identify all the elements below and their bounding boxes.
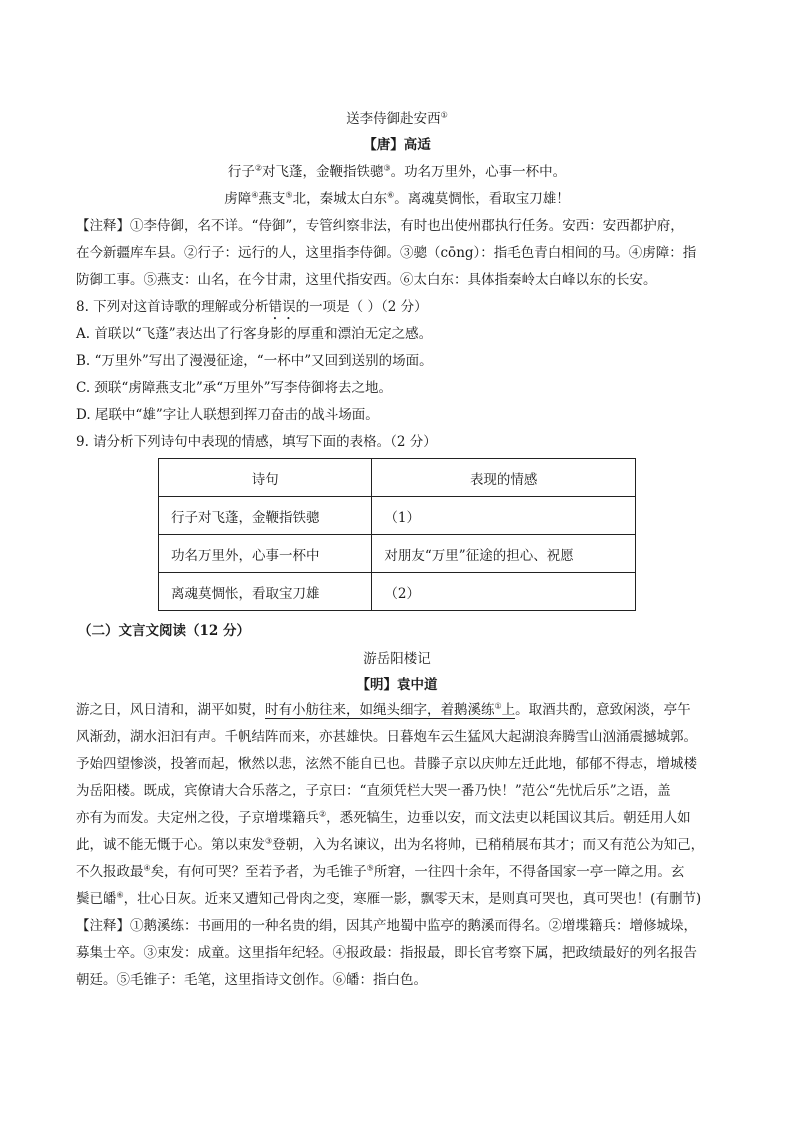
q9-stem: 9. 请分析下列诗句中表现的情感，填写下面的表格。（2 分） (76, 434, 437, 450)
table-header-cell: 表现的情感 (372, 459, 636, 497)
prose-line-5: 亦有为而发。夫定州之役，子京增堞籍兵②，悉死犒生，边垂以安，而文法吏以耗国议其后。朝廷用人如 (76, 809, 691, 826)
table-cell: 功名万里外，心事一杯中 (159, 535, 372, 573)
emotion-table (158, 458, 636, 611)
section-heading: （二）文言文阅读（12 分） (78, 623, 250, 639)
prose-line-2: 风渐劲，湖水汩汩有声。千帆结阵而来，亦甚雄快。日暮炮车云生猛风大起湖浪奔腾雪山汹涌震撼城郭。 (76, 729, 697, 745)
table-cell: （2） (372, 573, 636, 611)
q8-option-b: B. “万里外”写出了漫漫征途，“一杯中”又回到送别的场面。 (76, 353, 433, 369)
table-cell: 对朋友“万里”征途的担心、祝愿 (372, 535, 636, 573)
q8-stem: 8. 下列对这首诗歌的理解或分析错误的一项是（ ）（2 分） (76, 299, 428, 315)
poem-notes-line-2: 在今新疆库车县。②行子：远行的人，这里指李侍御。③骢（cōng）：指毛色青白相间的马。④虏障：指 (76, 245, 697, 261)
table-cell: 离魂莫惆怅，看取宝刀雄 (159, 573, 372, 611)
poem-line-1: 行子②对飞蓬，金鞭指铁骢③。功名万里外，心事一杯中。 (227, 163, 567, 180)
prose-line-7: 不久报政最④矣，有何可哭？至若予者，为毛锥子⑤所窘，一往四十余年，不得备国家一亭一障之用。玄 (76, 863, 685, 880)
poem-notes-line-3: 防御工事。⑤燕支：山名，在今甘肃，这里代指安西。⑥太白东：具体指秦岭太白峰以东的长安。 (76, 272, 657, 288)
table-row (159, 573, 636, 611)
prose-author: 【明】袁中道 (356, 677, 438, 693)
poem-line-2: 虏障④燕支⑤北，秦城太白东⑥。离魂莫惆怅，看取宝刀雄！ (224, 190, 570, 207)
prose-line-6: 此，诚不能无慨于心。第以束发③登朝，入为名谏议，出为名将帅，已稍稍展布其才；而又有范公为知己， (76, 836, 705, 853)
q8-option-d: D. 尾联中“雄”字让人联想到挥刀奋击的战斗场面。 (76, 407, 379, 423)
poem-notes-line-1: 【注释】①李侍御，名不详。“侍御”，专管纠察非法，有时也出使州郡执行任务。安西：安西都护府， (76, 218, 684, 234)
poem-author: 【唐】高适 (363, 137, 431, 153)
q8-option-a: A. 首联以“飞蓬”表达出了行客身影的厚重和漂泊无定之感。 (76, 326, 433, 342)
table-header-row (159, 459, 636, 497)
prose-notes-line-1: 【注释】①鹅溪练：书画用的一种名贵的绢，因其产地蜀中监亭的鹅溪而得名。②增堞籍兵：增修城垛， (76, 918, 697, 934)
table-header-cell: 诗句 (159, 459, 372, 497)
prose-line-3: 予始四望惨淡，投箸而起，愀然以悲，泫然不能自已也。昔滕子京以庆帅左迁此地，郁郁不得志，增城楼 (76, 756, 697, 772)
prose-line-1: 游之日，风日清和，湖平如熨，时有小舫往来，如绳头细字，着鹅溪练①上。取酒共酌，意致闲淡，亭午 (76, 701, 691, 718)
prose-notes-line-2: 募集士卒。③束发：成童。这里指年纪轻。④报政最：指报最，即长官考察下属，把政绩最好的列名报告 (76, 945, 697, 961)
prose-notes-line-3: 朝廷。⑤毛锥子：毛笔，这里指诗文创作。⑥皤：指白色。 (76, 972, 427, 988)
table-row (159, 497, 636, 535)
table-row (159, 535, 636, 573)
poem-title: 送李侍御赴安西① (346, 110, 448, 127)
q8-option-c: C. 颈联“虏障燕支北”承“万里外”写李侍御将去之地。 (76, 380, 393, 396)
prose-title: 游岳阳楼记 (363, 651, 431, 667)
table-cell: （1） (372, 497, 636, 535)
prose-line-8: 鬓已皤⑥，壮心日灰。近来又遭知己骨肉之变，寒雁一影，飘零天末，是则真可哭也，真可哭也！(有删节) (76, 890, 702, 907)
prose-line-4: 为岳阳楼。既成，宾僚请大合乐落之，子京曰：“直须凭栏大哭一番乃快！”范公“先忧后乐”之语，盖 (76, 783, 671, 799)
table-cell: 行子对飞蓬，金鞭指铁骢 (159, 497, 372, 535)
